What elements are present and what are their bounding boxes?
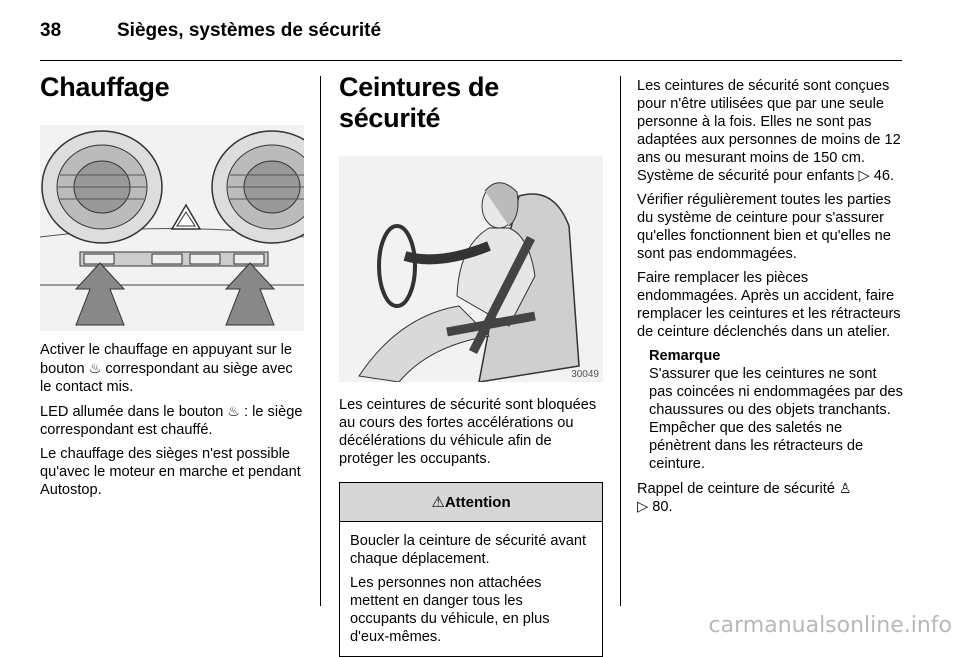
driver-seatbelt-illustration <box>339 156 603 382</box>
warning-box <box>339 482 603 657</box>
seat-heat-icon: ♨ <box>88 360 102 376</box>
watermark: carmanualsonline.info <box>708 613 952 638</box>
paragraph: Faire remplacer les pièces endommagées. Après un accident, faire remplacer les ceintures et les rétracteurs de ceinture déclenchés dans un atelier. <box>637 270 901 340</box>
note-title: Remarque <box>649 348 721 364</box>
figure-code: 30049 <box>571 369 599 380</box>
paragraph: Rappel de ceinture de sécurité ♙ ▷ 80. <box>637 480 852 515</box>
dashboard-figure <box>40 125 304 331</box>
note-text: S'assurer que les ceintures ne sont pas coincées ni endommagées par des chaussures ou des objets tranchants. Empêcher que des saletés ne pénètrent dans les rétracteurs de ceinture. <box>649 366 903 472</box>
page-header <box>40 20 902 61</box>
heading-heating: Chauffage <box>40 72 170 102</box>
column-divider <box>620 76 621 606</box>
heading-seat-belts: Ceintures de sécurité <box>339 72 499 133</box>
air-vent-left <box>42 131 162 243</box>
seat-heat-button-right <box>234 254 264 264</box>
warning-text: Boucler la ceinture de sécurité avant chaque déplacement. <box>350 533 587 567</box>
paragraph: LED allumée dans le bouton ♨ : le siège correspondant est chauffé. <box>40 403 303 438</box>
section-title: Sièges, systèmes de sécurité <box>117 20 382 41</box>
page-reference-icon: ▷ <box>858 168 870 184</box>
note-block <box>649 347 903 473</box>
seatbelt-figure <box>339 156 603 382</box>
column-divider <box>320 76 321 606</box>
page-reference-icon: ▷ <box>637 499 649 515</box>
page-number: 38 <box>40 20 62 41</box>
dashboard-illustration <box>40 125 304 331</box>
warning-body <box>340 522 602 656</box>
paragraph: Les ceintures de sécurité sont bloquées au cours des fortes accélérations ou décélérations du véhicule afin de protéger les occupants. <box>339 397 597 467</box>
seatbelt-reminder-icon: ♙ <box>839 480 852 496</box>
paragraph: Vérifier régulièrement toutes les parties du système de ceinture pour s'assurer qu'elles fonctionnent bien et qu'elles ne sont pas endommagées. <box>637 192 891 262</box>
seat-heat-icon: ♨ <box>227 403 240 419</box>
warning-text: Les personnes non attachées mettent en danger tous les occupants du véhicule, en plus d'eux-mêmes. <box>350 575 550 645</box>
seat-heat-button-left <box>84 254 114 264</box>
warning-icon: ⚠ <box>431 494 445 511</box>
paragraph: Activer le chauffage en appuyant sur le bouton ♨ correspondant au siège avec le contact mis. <box>40 342 293 395</box>
paragraph: Les ceintures de sécurité sont conçues pour n'être utilisées que par une seule personne à la fois. Elles ne sont pas adaptées aux personnes de moins de 12 ans ou mesurant moins de 150 cm. Système de sécurité pour enfants ▷ 46. <box>637 78 901 184</box>
column-seat-belts-continued <box>637 77 903 516</box>
column-heating <box>40 72 304 499</box>
warning-header: ⚠ Attention <box>340 483 602 522</box>
paragraph: Le chauffage des sièges n'est possible qu'avec le moteur en marche et pendant Autostop. <box>40 446 301 498</box>
column-seat-belts <box>339 72 603 657</box>
